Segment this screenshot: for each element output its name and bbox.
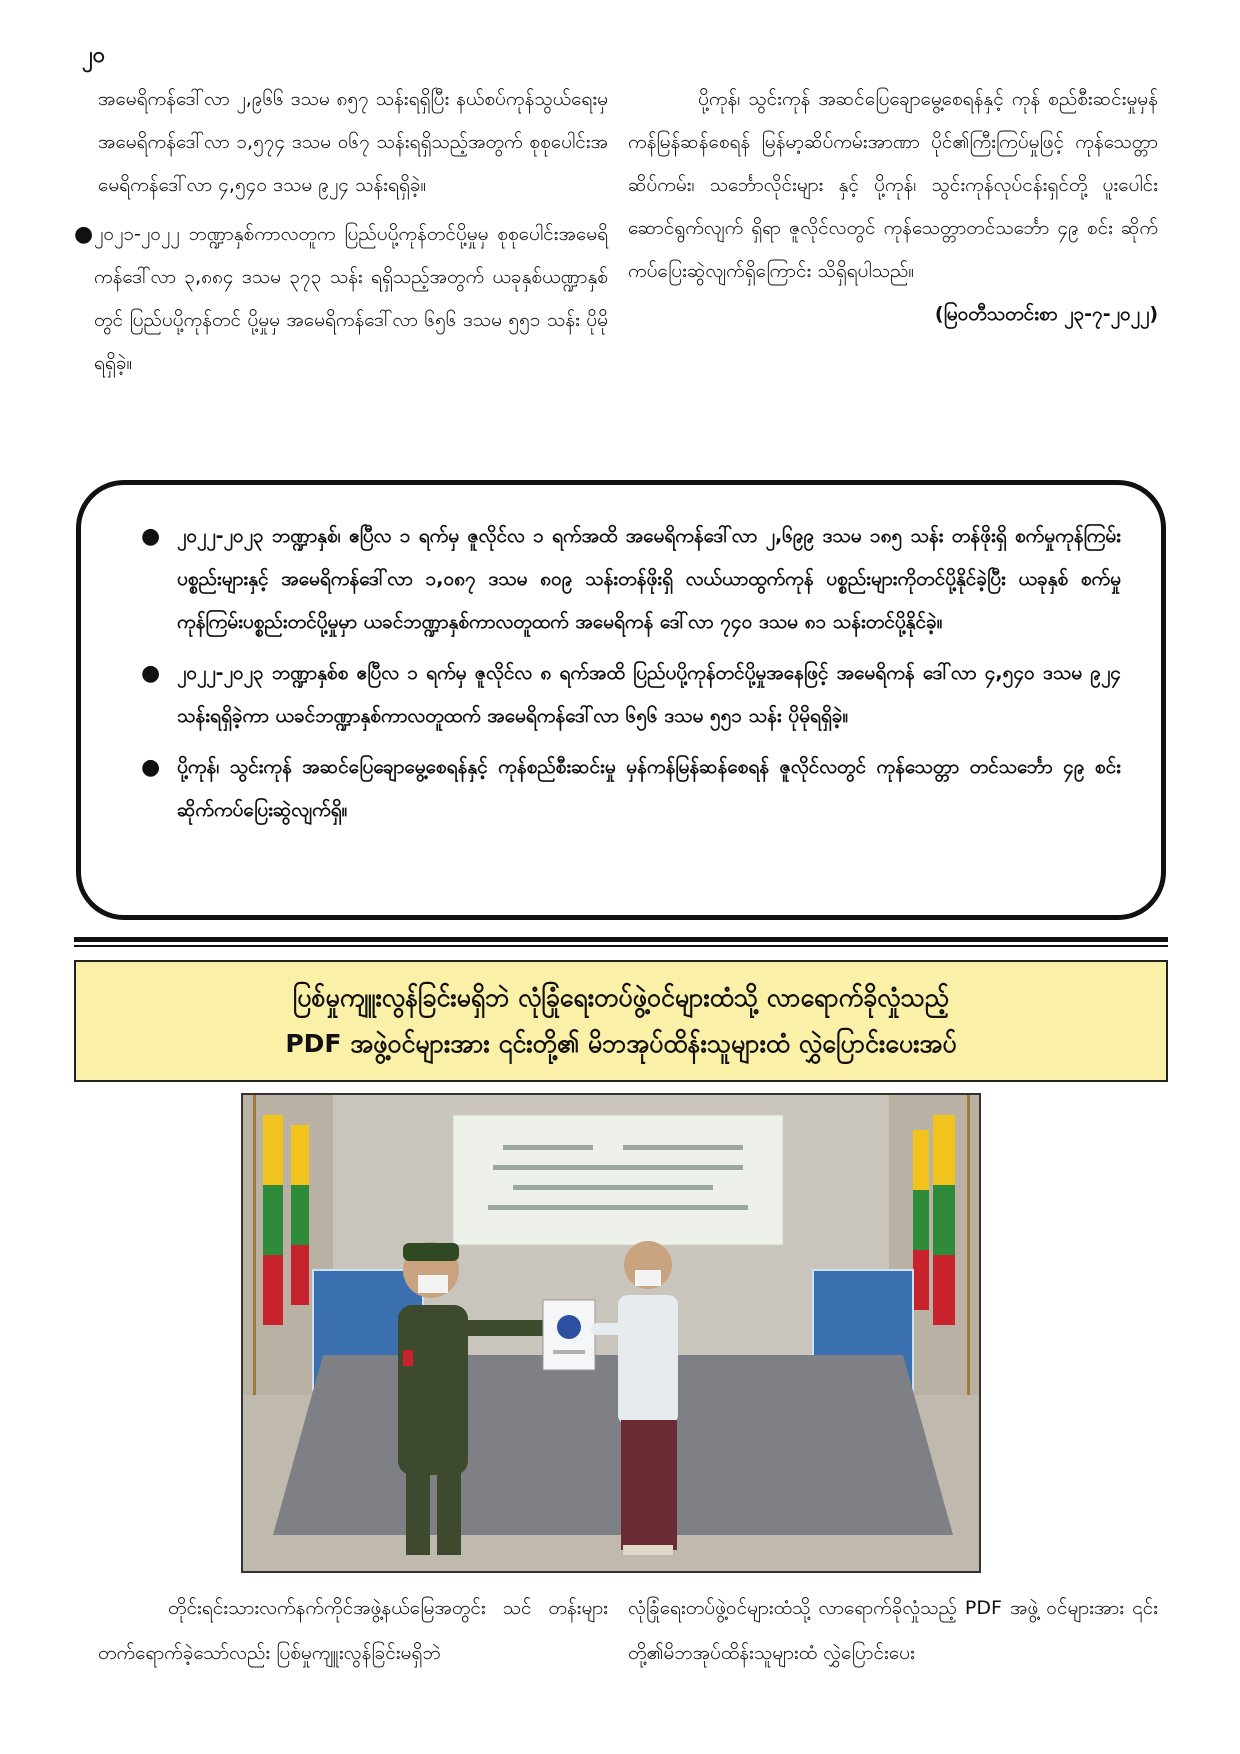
divider — [74, 945, 1168, 947]
left-bullet-item — [74, 213, 608, 385]
summary-text: ပို့ကုန်၊ သွင်းကုန် အဆင်ပြေချောမွေ့စေရန်နှင့် ကုန်စည်စီးဆင်းမှု မှန်ကန်မြန်ဆန်စေရန် ဇူလိုင်လတွင် ကုန်သေတ္တာ တင်သင်္ဘော ၄၉ စင်း ဆိုက်ကပ်ပြေးဆွဲလျက်ရှိ။ — [177, 756, 1121, 821]
left-bullet-text: ၂၀၂၁-၂၀၂၂ ဘဏ္ဍာနှစ်ကာလတူက ပြည်ပပို့ကုန်တင်ပို့မှုမှ စုစုပေါင်းအမေရိကန်ဒေါ်လာ ၃,၈၈၄ ဒသမ ၃၇၃ သန်း ရရှိသည့်အတွက် ယခုနှစ်ယဏ္ဍာနှစ်တွင် ပြည်ပပို့ကုန်တင် ပို့မှုမှ အမေရိကန်ဒေါ်လာ ၆၅၆ ဒသမ ၅၅၁ သန်း ပိုမိုရရှိခဲ့။ — [94, 223, 608, 374]
summary-item — [141, 652, 1121, 738]
summary-box — [76, 480, 1166, 920]
bullet-icon: ● — [141, 755, 161, 780]
right-paragraph: ပို့ကုန်၊ သွင်းကုန် အဆင်ပြေချောမွေ့စေရန်နှင့် ကုန် စည်စီးဆင်းမှုမှန်ကန်မြန်ဆန်စေရန် မြန်မာ့ဆိပ်ကမ်းအာဏာ ပိုင်၏ကြီးကြပ်မှုဖြင့် ကုန်သေတ္တာဆိပ်ကမ်း၊ သင်္ဘောလိုင်းများ နှင့် ပို့ကုန်၊ သွင်းကုန်လုပ်ငန်းရှင်တို့ ပူးပေါင်းဆောင်ရွက်လျက် ရှိရာ ဇူလိုင်လတွင် ကုန်သေတ္တာတင်သင်္ဘော ၄၉ စင်း ဆိုက် ကပ်ပြေးဆွဲလျက်ရှိကြောင်း သိရှိရပါသည်။ — [628, 88, 1158, 282]
bullet-icon: ● — [141, 661, 161, 686]
bullet-icon: ● — [74, 222, 94, 247]
source-citation: (မြဝတီသတင်းစာ ၂၃-၇-၂၀၂၂) — [934, 303, 1158, 325]
headline-box — [74, 960, 1168, 1082]
divider — [74, 937, 1168, 942]
headline-line-2: PDF အဖွဲ့ဝင်များအား ၎င်းတို့၏ မိဘအုပ်ထိန်းသူများထံ လွှဲပြောင်းပေးအပ် — [285, 1029, 957, 1058]
left-paragraph: အမေရိကန်ဒေါ်လာ ၂,၉၆၆ ဒသမ ၈၅၇ သန်းရရှိပြီး နယ်စပ်ကုန်သွယ်ရေးမှ အမေရိကန်ဒေါ်လာ ၁,၅၇၄ ဒသမ ၀၆၇ သန်းရရှိသည့်အတွက် စုစုပေါင်းအမေရိကန်ဒေါ်လာ ၄,၅၄၀ ဒသမ ၉၂၄ သန်းရရှိခဲ့။ — [98, 88, 608, 196]
summary-text: ၂၀၂၂-၂၀၂၃ ဘဏ္ဍာနှစ်၊ ဧပြီလ ၁ ရက်မှ ဇူလိုင်လ ၁ ရက်အထိ အမေရိကန်ဒေါ်လာ ၂,၆၉၉ ဒသမ ၁၈၅ သန်း တန်ဖိုးရှိ စက်မှုကုန်ကြမ်းပစ္စည်းများနှင့် အမေရိကန်ဒေါ်လာ ၁,၀၈၇ ဒသမ ၈၀၉ သန်းတန်ဖိုးရှိ လယ်ယာထွက်ကုန် ပစ္စည်းများကိုတင်ပို့နိုင်ခဲ့ပြီး ယခုနှစ် စက်မှုကုန်ကြမ်းပစ္စည်းတင်ပို့မှုမှာ ယခင်ဘဏ္ဍာနှစ်ကာလတူထက် အမေရိကန် ဒေါ်လာ ၇၄၀ ဒသမ ၈၁ သန်းတင်ပို့နိုင်ခဲ့။ — [177, 525, 1121, 633]
right-column — [628, 78, 1158, 336]
headline-line-1: ပြစ်မှုကျူးလွန်ခြင်းမရှိဘဲ လုံခြုံရေးတပ်ဖွဲ့ဝင်များထံသို့ လာရောက်ခိုလှုံသည့် — [293, 983, 949, 1012]
caption-right: လုံခြုံရေးတပ်ဖွဲ့ဝင်များထံသို့ လာရောက်ခိုလှုံသည့် PDF အဖွဲ့ ဝင်များအား ၎င်းတို့၏မိဘအုပ်ထိန်းသူများထံ လွှဲပြောင်းပေး — [628, 1597, 1158, 1664]
handover-photo — [241, 1093, 981, 1573]
bullet-icon: ● — [141, 524, 161, 549]
summary-text: ၂၀၂၂-၂၀၂၃ ဘဏ္ဍာနှစ်စ ဧပြီလ ၁ ရက်မှ ဇူလိုင်လ ၈ ရက်အထိ ပြည်ပပို့ကုန်တင်ပို့မှုအနေဖြင့် အမေရိကန် ဒေါ်လာ ၄,၅၄၀ ဒသမ ၉၂၄ သန်းရရှိခဲ့ကာ ယခင်ဘဏ္ဍာနှစ်ကာလတူထက် အမေရိကန်ဒေါ်လာ ၆၅၆ ဒသမ ၅၅၁ သန်း ပိုမိုရရှိခဲ့။ — [177, 662, 1121, 727]
left-column — [74, 78, 608, 385]
summary-item — [141, 515, 1121, 644]
summary-item — [141, 746, 1121, 832]
caption-left: တိုင်းရင်းသားလက်နက်ကိုင်အဖွဲ့နယ်မြေအတွင်း သင် တန်းများတက်ရောက်ခဲ့သော်လည်း ပြစ်မှုကျူးလွန်ခြင်းမရှိဘဲ — [98, 1597, 608, 1664]
page-number: ၂၀ — [82, 43, 106, 68]
